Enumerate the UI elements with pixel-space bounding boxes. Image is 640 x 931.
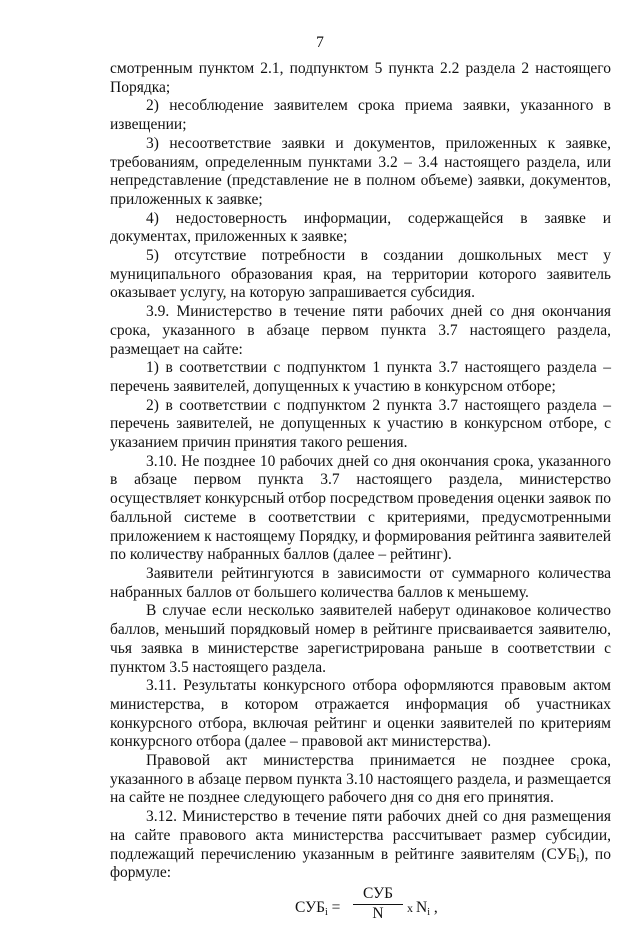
formula-fraction [353,885,403,923]
formula-lhs-subscript: i [325,906,328,918]
paragraph-3-12-text: 3.12. Министерство в течение пяти рабочих дней со дня размещения на сайте правового акта министерства рассчитывает размер субсидии, подлежащий перечислению указанным в рейтинге заявителям (СУБ [110,808,611,863]
paragraph-3-12-tail: ), по формуле: [110,845,611,882]
paragraph-item-2: 2) несоблюдение заявителем срока приема заявки, указанного в извещении; [110,97,611,134]
paragraph-section-3-10: 3.10. Не позднее 10 рабочих дней со дня окончания срока, указанного в абзаце первом пункта 3.7 настоящего раздела, министерство осуществляет конкурсный отбор посредством проведения оценки заявок по балльной системе в соответствии с критериями, предусмотренными приложением к настоящему Порядку, и формирования рейтинга заявителей по количеству набранных баллов (далее – рейтинг). [110,452,612,564]
formula-numerator: СУБ [362,884,393,902]
formula-tail: , [429,898,438,916]
paragraph-tie-rule: В случае если несколько заявителей наберут одинаковое количество баллов, меньший порядковый номер в рейтинге присваивается заявителю, чья заявка в министерстве зарегистрирована раньше в соответствии с пунктом 3.5 настоящего раздела. [110,602,611,676]
formula-rhs [407,899,438,917]
paragraph-item-4: 4) недостоверность информации, содержащейся в заявке и документах, приложенных к заявке; [110,209,611,246]
page-number: 7 [316,34,324,51]
paragraph-item-5: 5) отсутствие потребности в создании дошкольных мест у муниципального образования края, на территории которого заявитель оказывает услугу, на которую запрашивается субсидия. [110,247,611,302]
formula-factor: N [416,898,428,916]
paragraph-legal-act: Правовой акт министерства принимается не позднее срока, указанного в абзаце первом пункта 3.10 настоящего раздела, и размещается на сайте не позднее следующего рабочего дня со дня его принятия. [110,752,611,807]
subscript-i: i [576,853,580,865]
paragraph-section-3-11: 3.11. Результаты конкурсного отбора оформляются правовым актом министерства, в котором отражается информация об участниках конкурсного отбора, включая рейтинг и оценки заявителей по критериям конкурсного отбора (далее – правовой акт министерства). [110,677,611,751]
paragraph-rating-order: Заявители рейтингуются в зависимости от суммарного количества набранных баллов от большего количества баллов к меньшему. [110,564,611,601]
formula-lhs [295,899,340,917]
formula-lhs-symbol: СУБ [295,898,326,916]
paragraph-item-3: 3) несоответствие заявки и документов, приложенных к заявке, требованиям, определенным пунктами 3.2 – 3.4 настоящего раздела, или непредставление (представление не в полном объеме) заявки, документов, приложенных к заявке; [110,134,611,208]
subsidy-formula [110,885,611,931]
document-body [110,60,611,931]
paragraph-3-9-item-1: 1) в соответствии с подпунктом 1 пункта 3.7 настоящего раздела – перечень заявителей, допущенных к участию в конкурсном отборе; [110,359,611,395]
paragraph-section-3-12 [110,808,611,883]
paragraph-continuation: смотренным пунктом 2.1, подпунктом 5 пункта 2.2 раздела 2 настоящего Порядка; [110,60,611,96]
paragraph-3-9-item-2: 2) в соответствии с подпунктом 2 пункта 3.7 настоящего раздела – перечень заявителей, не допущенных к участию в конкурсном отборе, с указанием причин принятия такого решения. [110,396,611,452]
formula-factor-subscript: i [427,906,430,918]
formula-times: x [407,900,416,915]
formula-denominator: N [372,904,384,922]
formula-equals: = [327,898,341,916]
paragraph-section-3-9: 3.9. Министерство в течение пяти рабочих дней со дня окончания срока, указанного в абзаце первом пункта 3.7 настоящего раздела, размещает на сайте: [110,303,611,358]
